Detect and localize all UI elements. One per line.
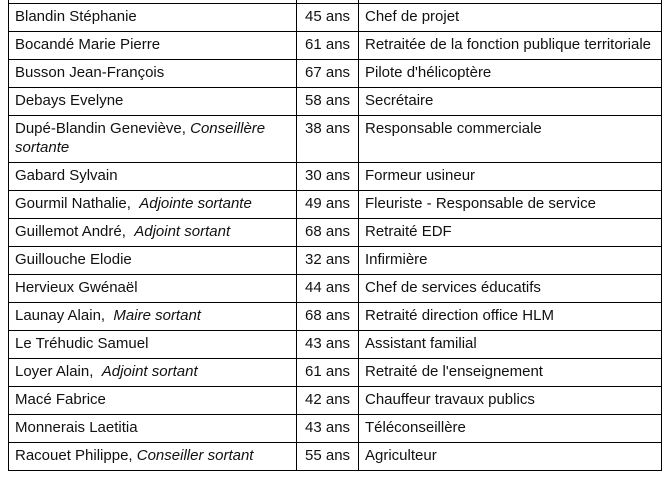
candidate-age-cell: 30 ans xyxy=(297,163,359,191)
table-row xyxy=(9,163,662,191)
candidate-name: Monnerais Laetitia xyxy=(15,419,138,436)
candidate-profession-cell: Fleuriste - Responsable de service xyxy=(359,191,662,219)
candidate-profession-cell: Chauffeur travaux publics xyxy=(359,387,662,415)
table-row xyxy=(9,331,662,359)
candidate-profession-cell: Formeur usineur xyxy=(359,163,662,191)
table-row xyxy=(9,4,662,32)
table-row xyxy=(9,415,662,443)
candidate-profession-cell: Pilote d'hélicoptère xyxy=(359,60,662,88)
candidate-age-cell: 44 ans xyxy=(297,275,359,303)
candidate-age-cell: 42 ans xyxy=(297,387,359,415)
candidate-name-cell xyxy=(9,60,297,88)
candidate-name-cell xyxy=(9,331,297,359)
table-row xyxy=(9,443,662,471)
candidate-name-cell xyxy=(9,219,297,247)
candidate-name-cell xyxy=(9,116,297,163)
candidates-table-body xyxy=(9,0,662,471)
candidate-profession-cell: Responsable commerciale xyxy=(359,116,662,163)
table-row xyxy=(9,60,662,88)
table-row xyxy=(9,219,662,247)
table-row xyxy=(9,359,662,387)
candidate-profession-cell: Retraitée de la fonction publique territoriale xyxy=(359,32,662,60)
candidate-age-cell: 68 ans xyxy=(297,303,359,331)
candidate-age-cell: 49 ans xyxy=(297,191,359,219)
candidate-age-cell: 43 ans xyxy=(297,415,359,443)
candidate-profession-cell: Retraité direction office HLM xyxy=(359,303,662,331)
candidate-age-cell: 43 ans xyxy=(297,331,359,359)
candidate-name-cell xyxy=(9,163,297,191)
candidate-name: Debays Evelyne xyxy=(15,92,124,109)
table-row xyxy=(9,32,662,60)
candidate-name-cell xyxy=(9,4,297,32)
table-row xyxy=(9,116,662,163)
candidate-profession-cell: Retraité EDF xyxy=(359,219,662,247)
candidate-name-cell xyxy=(9,247,297,275)
candidate-role-annotation: Conseiller sortant xyxy=(136,447,254,464)
candidate-name: Blandin Stéphanie xyxy=(15,8,137,25)
candidate-profession-cell: Assistant familial xyxy=(359,331,662,359)
candidate-profession-cell: Chef de projet xyxy=(359,4,662,32)
candidate-role-annotation: Adjoint sortant xyxy=(101,363,198,380)
candidate-profession-cell: Retraité de l'enseignement xyxy=(359,359,662,387)
candidate-name-cell xyxy=(9,415,297,443)
candidate-name: Gourmil Nathalie, xyxy=(15,195,140,212)
table-row xyxy=(9,275,662,303)
candidate-name: Le Tréhudic Samuel xyxy=(15,335,149,352)
candidate-name-cell xyxy=(9,275,297,303)
candidate-name-cell xyxy=(9,387,297,415)
table-row xyxy=(9,303,662,331)
candidate-name-cell xyxy=(9,303,297,331)
table-row xyxy=(9,88,662,116)
candidate-name: Bocandé Marie Pierre xyxy=(15,36,161,53)
candidate-name-cell xyxy=(9,359,297,387)
candidate-profession-cell: Infirmière xyxy=(359,247,662,275)
candidate-name: Macé Fabrice xyxy=(15,391,106,408)
candidate-profession-cell: Secrétaire xyxy=(359,88,662,116)
candidate-age-cell: 67 ans xyxy=(297,60,359,88)
candidate-age-cell: 38 ans xyxy=(297,116,359,163)
candidates-table xyxy=(8,0,662,471)
candidate-name-cell xyxy=(9,88,297,116)
candidate-name: Racouet Philippe, xyxy=(15,447,137,464)
candidate-name-cell xyxy=(9,443,297,471)
candidate-profession-cell: Agriculteur xyxy=(359,443,662,471)
table-row xyxy=(9,387,662,415)
candidate-profession-cell: Chef de services éducatifs xyxy=(359,275,662,303)
candidate-profession-cell: Téléconseillère xyxy=(359,415,662,443)
candidate-role-annotation: Adjoint sortant xyxy=(134,223,231,240)
candidate-age-cell: 61 ans xyxy=(297,359,359,387)
candidate-role-annotation: Conseillère sortante xyxy=(15,120,270,156)
candidate-age-cell: 55 ans xyxy=(297,443,359,471)
candidate-age-cell: 68 ans xyxy=(297,219,359,247)
candidate-name: Hervieux Gwénaël xyxy=(15,279,138,296)
candidate-age-cell: 45 ans xyxy=(297,4,359,32)
candidate-name: Dupé-Blandin Geneviève, xyxy=(15,120,191,137)
candidate-age-cell: 32 ans xyxy=(297,247,359,275)
candidate-name: Loyer Alain, xyxy=(15,363,102,380)
table-row xyxy=(9,247,662,275)
candidate-name: Guillouche Elodie xyxy=(15,251,132,268)
candidate-name: Busson Jean-François xyxy=(15,64,165,81)
candidate-role-annotation: Maire sortant xyxy=(113,307,201,324)
candidate-name: Gabard Sylvain xyxy=(15,167,118,184)
candidate-name-cell xyxy=(9,32,297,60)
candidate-age-cell: 58 ans xyxy=(297,88,359,116)
table-row xyxy=(9,191,662,219)
candidate-name: Launay Alain, xyxy=(15,307,114,324)
candidate-age-cell: 61 ans xyxy=(297,32,359,60)
candidate-name-cell xyxy=(9,191,297,219)
candidate-name: Guillemot André, xyxy=(15,223,135,240)
candidate-role-annotation: Adjointe sortante xyxy=(139,195,252,212)
